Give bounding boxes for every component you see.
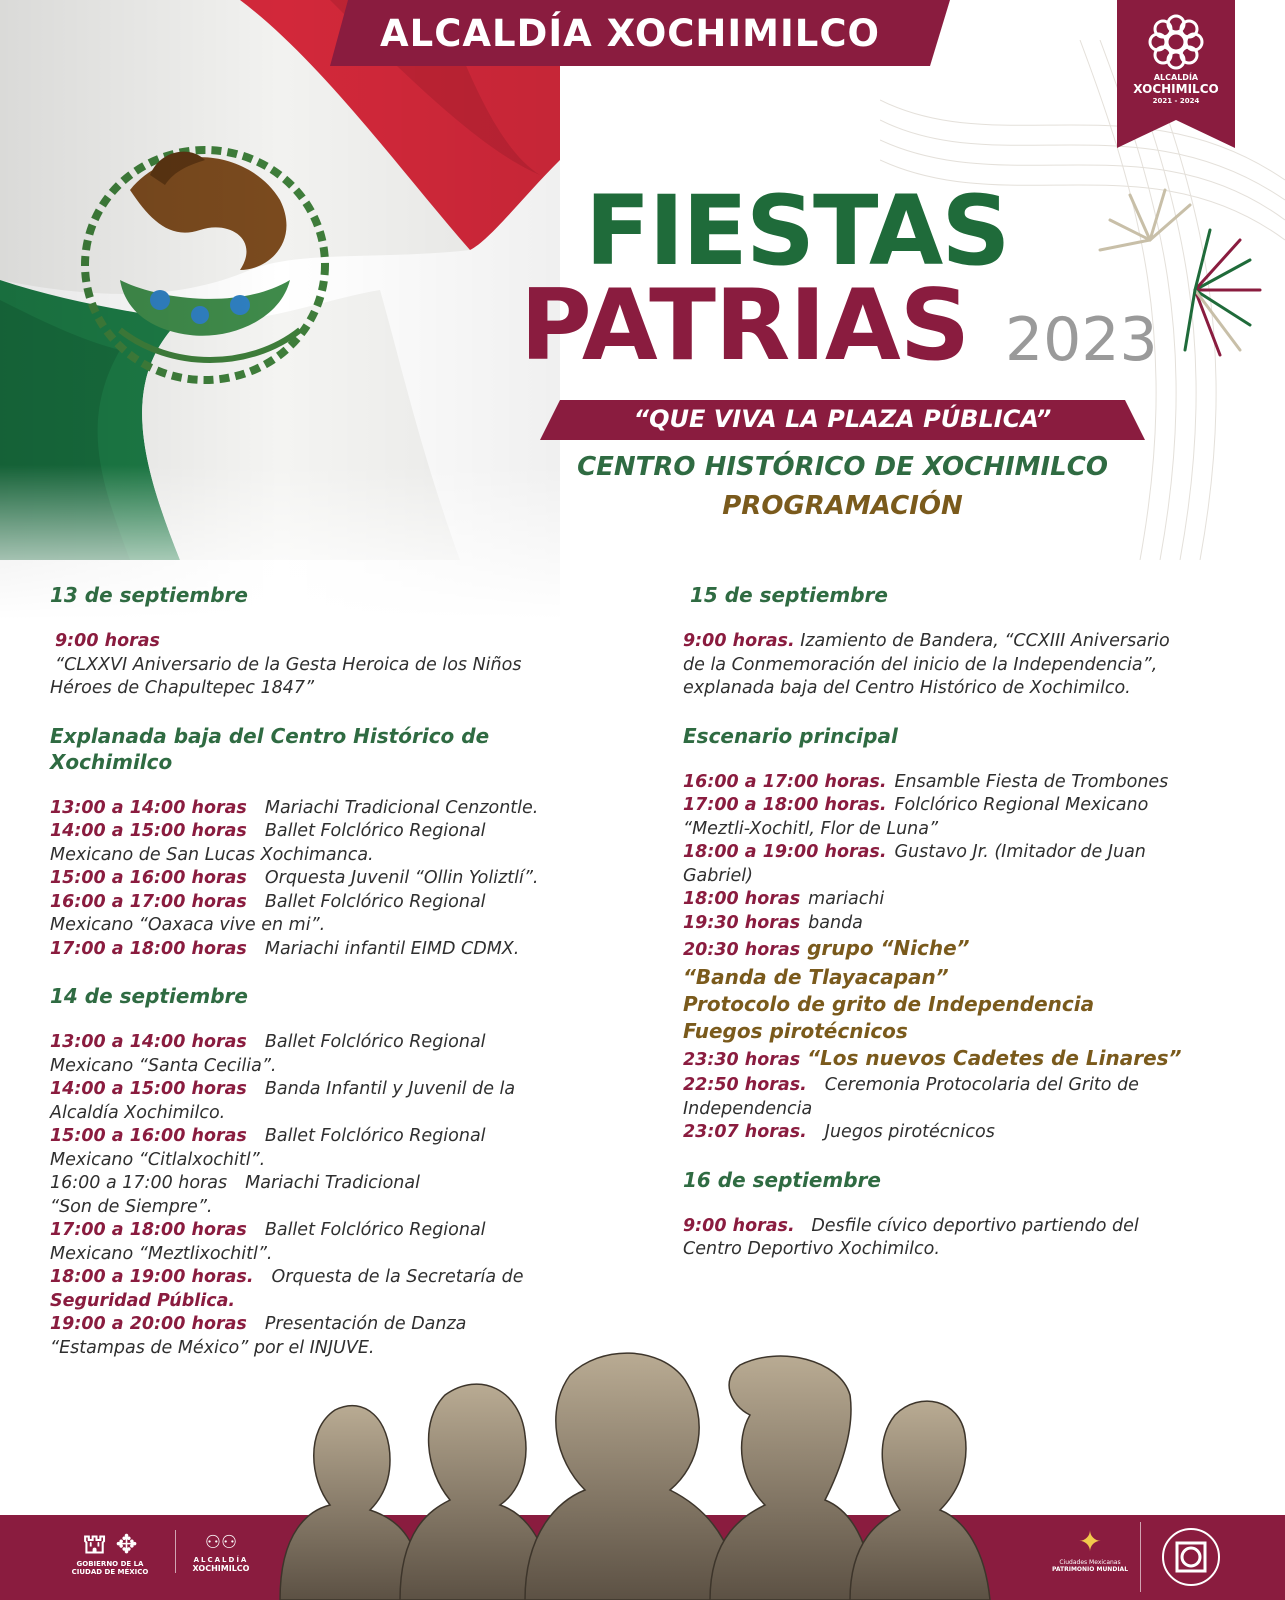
title-fiestas: FIESTAS bbox=[585, 175, 1009, 287]
event-time: 16:00 a 17:00 horas. bbox=[683, 771, 887, 792]
event-time: 13:00 a 14:00 horas bbox=[50, 1032, 247, 1052]
event-time: 9:00 horas. bbox=[683, 1215, 795, 1236]
list-item bbox=[683, 912, 1243, 936]
event-desc: Independencia bbox=[683, 1098, 813, 1119]
date-heading: 13 de septiembre bbox=[50, 583, 248, 607]
event-desc: Mexicano “Citlalxochitl”. bbox=[50, 1149, 266, 1170]
header-banner-text: ALCALDÍA XOCHIMILCO bbox=[380, 12, 880, 55]
event-time: 23:30 horas bbox=[683, 1050, 801, 1070]
date-heading: 15 de septiembre bbox=[690, 583, 888, 607]
list-item bbox=[50, 1266, 630, 1290]
event-time: 14:00 a 15:00 horas bbox=[50, 1079, 247, 1099]
event-desc: Izamiento de Bandera, “CCXIII Aniversario bbox=[800, 631, 1170, 651]
event-time: 13:00 a 14:00 horas bbox=[50, 797, 247, 818]
event-desc: Ballet Folclórico Regional bbox=[264, 1220, 486, 1240]
patrimonio-icon: ✦ bbox=[1078, 1525, 1102, 1558]
event-desc: Mexicano “Oaxaca vive en mi”. bbox=[50, 915, 326, 935]
tagline: “QUE VIVA LA PLAZA PÚBLICA” bbox=[633, 405, 1052, 433]
logo-line-2: XOCHIMILCO bbox=[1133, 82, 1219, 96]
list-item bbox=[50, 1219, 630, 1243]
list-item bbox=[50, 1313, 630, 1337]
list-item bbox=[50, 820, 630, 844]
event-desc: de la Conmemoración del inicio de la Independencia”, bbox=[683, 654, 1158, 675]
fireworks-icon bbox=[1090, 180, 1265, 370]
section-title: PROGRAMACIÓN bbox=[722, 491, 963, 521]
highlight-item bbox=[683, 1045, 1243, 1074]
event-desc: Ensamble Fiesta de Trombones bbox=[894, 771, 1169, 792]
event-time: 9:00 horas bbox=[55, 631, 160, 651]
list-item bbox=[50, 1078, 630, 1102]
event-time: 18:00 a 19:00 horas. bbox=[50, 1267, 254, 1287]
patrimonio-logo: ✦ Ciudades Mexicanas PATRIMONIO MUNDIAL bbox=[1040, 1525, 1140, 1573]
title-patrias: PATRIAS bbox=[520, 269, 970, 383]
title-year: 2023 bbox=[1005, 305, 1158, 375]
event-time: 17:00 a 18:00 horas. bbox=[683, 795, 887, 815]
logo-line-1: ALCALDÍA bbox=[1153, 73, 1199, 82]
event-desc: Héroes de Chapultepec 1847” bbox=[50, 678, 315, 698]
event-desc: Mexicano “Meztlixochitl”. bbox=[50, 1243, 273, 1264]
event-desc: Orquesta Juvenil “Ollin Yoliztlí”. bbox=[264, 868, 539, 888]
event-desc: “Estampas de México” por el INJUVE. bbox=[50, 1337, 375, 1358]
event-time: 15:00 a 16:00 horas bbox=[50, 868, 247, 888]
place-heading: Explanada baja del Centro Histórico de bbox=[50, 723, 490, 748]
event-desc: Ballet Folclórico Regional bbox=[264, 1032, 486, 1052]
event-desc: grupo “Niche” bbox=[807, 936, 970, 960]
event-desc: Presentación de Danza bbox=[264, 1314, 467, 1334]
stage-heading: Escenario principal bbox=[683, 723, 898, 748]
list-item bbox=[683, 771, 1243, 795]
event-desc: Banda Infantil y Juvenil de la bbox=[264, 1079, 516, 1099]
list-item bbox=[683, 888, 1243, 912]
event-desc: Alcaldía Xochimilco. bbox=[50, 1102, 226, 1123]
event-time: 15:00 a 16:00 horas bbox=[50, 1126, 247, 1146]
event-time: 20:30 horas bbox=[683, 940, 801, 960]
event-desc: Mariachi Tradicional bbox=[245, 1173, 420, 1193]
event-time: 23:07 horas. bbox=[683, 1122, 807, 1142]
list-item bbox=[683, 1121, 1243, 1145]
highlight-item bbox=[683, 935, 1243, 964]
subtitle: CENTRO HISTÓRICO DE XOCHIMILCO bbox=[577, 452, 1108, 482]
event-desc: Centro Deportivo Xochimilco. bbox=[683, 1239, 940, 1259]
event-time: 19:00 a 20:00 horas bbox=[50, 1314, 247, 1334]
list-item bbox=[683, 630, 1243, 654]
place-heading: Xochimilco bbox=[50, 749, 173, 774]
event-desc: Ballet Folclórico Regional bbox=[264, 1126, 486, 1146]
unesco-logo bbox=[1140, 1522, 1241, 1592]
mexican-flag-image bbox=[0, 0, 560, 620]
program-left-column bbox=[50, 582, 630, 1360]
list-item bbox=[683, 1215, 1243, 1239]
event-desc: Gustavo Jr. (Imitador de Juan bbox=[894, 842, 1146, 862]
event-desc: Ballet Folclórico Regional bbox=[264, 891, 486, 912]
event-desc: “Son de Siempre”. bbox=[50, 1196, 213, 1217]
event-desc: Folclórico Regional Mexicano bbox=[894, 795, 1149, 815]
figures-icon: ⚇⚇ bbox=[204, 1532, 238, 1553]
alcaldia-footer-logo: ⚇⚇ ALCALDÍA XOCHIMILCO bbox=[175, 1530, 266, 1573]
event-desc: Ballet Folclórico Regional bbox=[264, 821, 486, 841]
event-time: 16:00 a 17:00 horas bbox=[50, 1173, 228, 1193]
event-desc: “Los nuevos Cadetes de Linares” bbox=[807, 1046, 1182, 1070]
list-item bbox=[50, 891, 630, 915]
list-item bbox=[50, 797, 630, 821]
event-time: 18:00 a 19:00 horas. bbox=[683, 842, 887, 862]
list-item bbox=[50, 1172, 630, 1196]
event-desc: Desfile cívico deportivo partiendo del bbox=[811, 1215, 1139, 1236]
event-time: 19:30 horas bbox=[683, 912, 801, 933]
event-desc: Mexicano “Santa Cecilia”. bbox=[50, 1055, 277, 1076]
list-item bbox=[50, 867, 630, 891]
cdmx-logo: ⛫ ✥ GOBIERNO DE LA CIUDAD DE MÉXICO bbox=[40, 1530, 180, 1576]
list-item bbox=[683, 841, 1243, 865]
program-right-column bbox=[683, 582, 1243, 1262]
highlight-item: Fuegos pirotécnicos bbox=[683, 1019, 908, 1043]
event-desc: Mexicano de San Lucas Xochimanca. bbox=[50, 844, 374, 865]
event-desc: explanada baja del Centro Histórico de Xochimilco. bbox=[683, 678, 1131, 698]
event-desc: “CLXXVI Aniversario de la Gesta Heroica de los Niños bbox=[55, 654, 522, 675]
event-time: 17:00 a 18:00 horas bbox=[50, 938, 247, 959]
highlight-item: “Banda de Tlayacapan” bbox=[683, 965, 949, 989]
event-desc: mariachi bbox=[808, 889, 885, 909]
event-time: 22:50 horas. bbox=[683, 1075, 807, 1095]
event-desc: Juegos pirotécnicos bbox=[824, 1122, 995, 1142]
list-item bbox=[50, 1125, 630, 1149]
world-heritage-icon bbox=[1160, 1526, 1222, 1588]
event-time: 9:00 horas. bbox=[683, 631, 795, 651]
event-desc: Mariachi Tradicional Cenzontle. bbox=[264, 797, 539, 818]
event-time: 16:00 a 17:00 horas bbox=[50, 891, 247, 912]
event-desc: “Meztli-Xochitl, Flor de Luna” bbox=[683, 818, 939, 839]
list-item bbox=[50, 938, 630, 962]
event-time: 18:00 horas bbox=[683, 889, 801, 909]
event-desc: Orquesta de la Secretaría de bbox=[271, 1267, 524, 1287]
event-desc: Mariachi infantil EIMD CDMX. bbox=[264, 938, 520, 959]
event-desc: Seguridad Pública. bbox=[50, 1290, 236, 1311]
independence-heroes-image bbox=[240, 1340, 1030, 1600]
cdmx-icon: ⛫ ✥ bbox=[82, 1530, 138, 1560]
date-heading: 14 de septiembre bbox=[50, 984, 248, 1008]
event-time: 14:00 a 15:00 horas bbox=[50, 821, 247, 841]
list-item bbox=[50, 1031, 630, 1055]
date-heading: 16 de septiembre bbox=[683, 1167, 881, 1192]
logo-line-3: 2021 - 2024 bbox=[1152, 97, 1200, 105]
list-item bbox=[683, 794, 1243, 818]
event-desc: banda bbox=[808, 912, 863, 933]
event-time: 17:00 a 18:00 horas bbox=[50, 1220, 247, 1240]
list-item bbox=[683, 1074, 1243, 1098]
event-desc: Ceremonia Protocolaria del Grito de bbox=[824, 1075, 1139, 1095]
highlight-item: Protocolo de grito de Independencia bbox=[683, 992, 1095, 1016]
event-desc: Gabriel) bbox=[683, 865, 753, 886]
